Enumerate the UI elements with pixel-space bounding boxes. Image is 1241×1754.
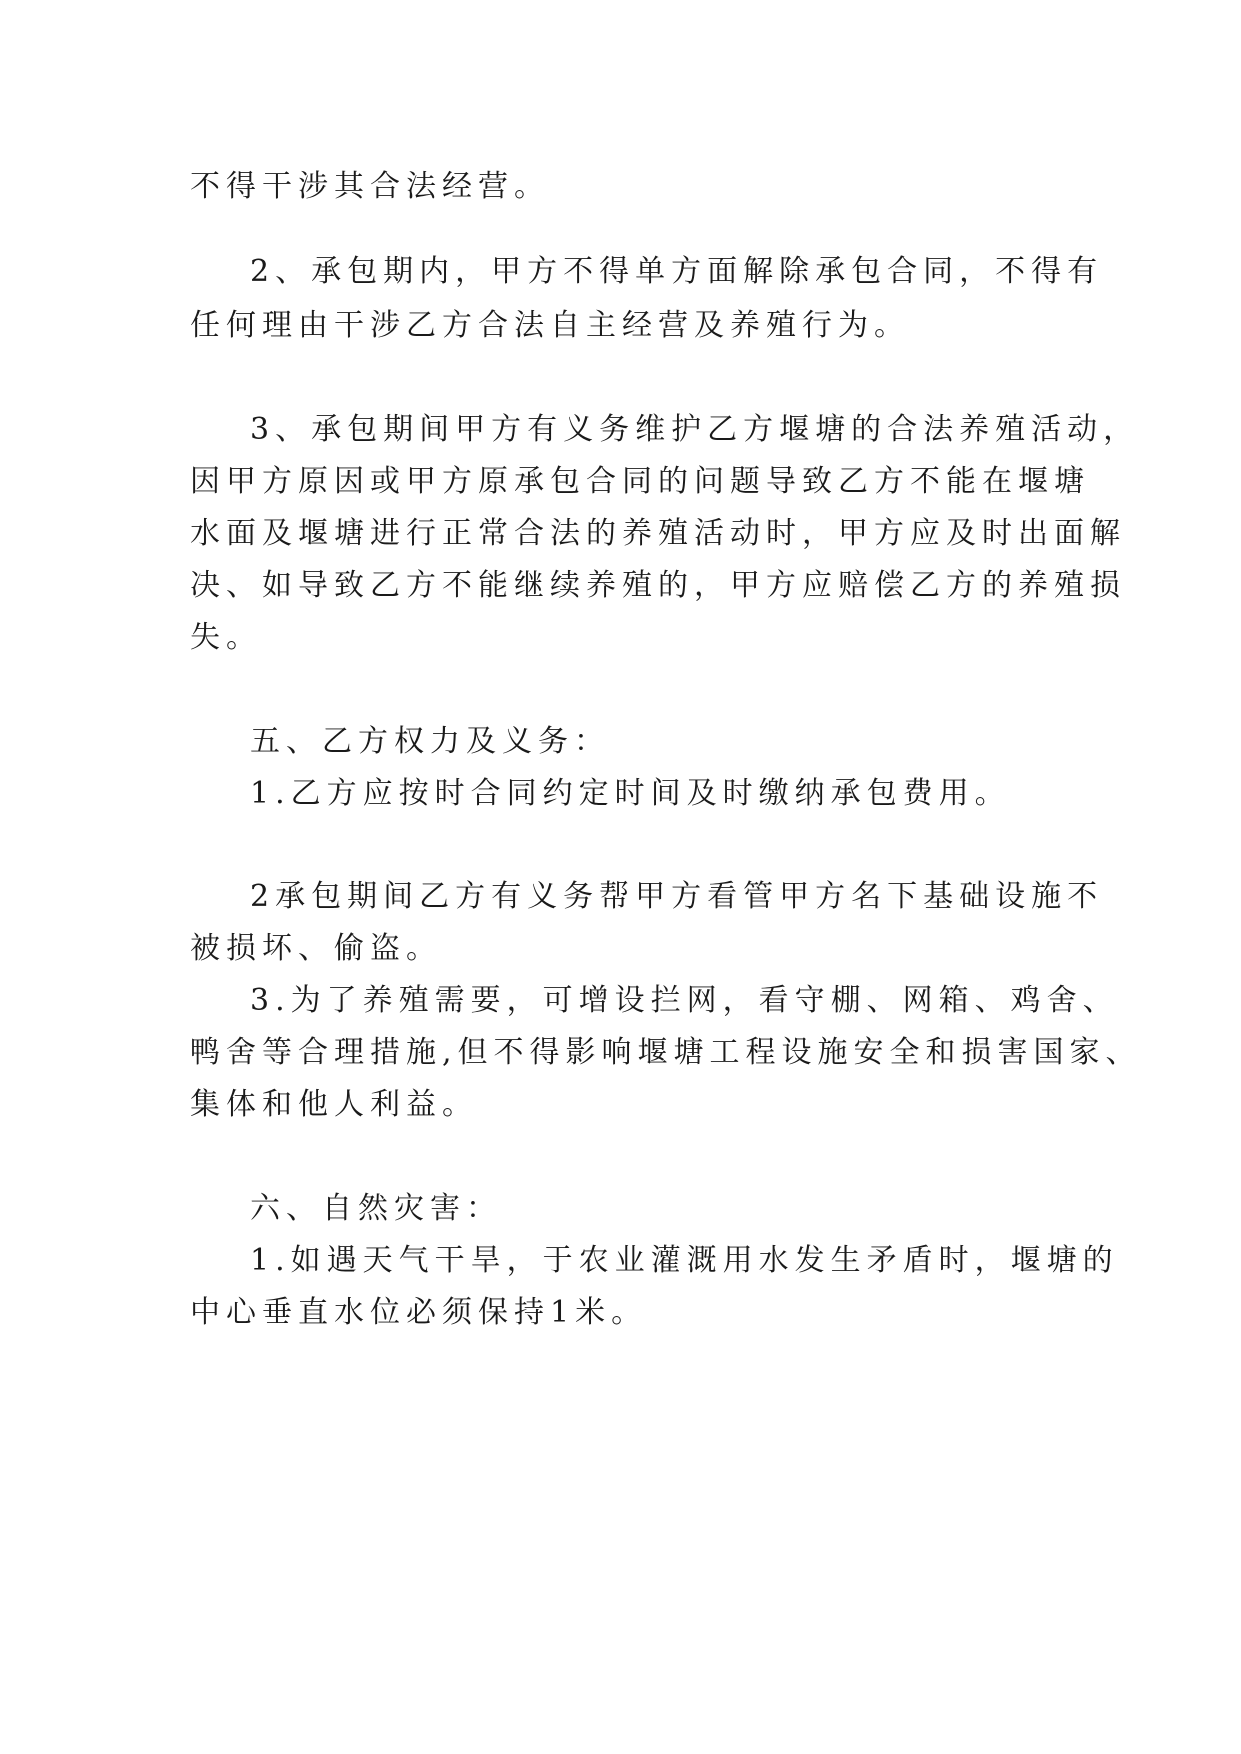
text-line: 中心垂直水位必须保持1米。 — [190, 1295, 648, 1330]
text-line: 3、承包期间甲方有义务维护乙方堰塘的合法养殖活动， — [250, 412, 1140, 447]
text-line: 2、承包期内，甲方不得单方面解除承包合同，不得有 — [250, 254, 1104, 289]
text-line: 因甲方原因或甲方原承包合同的问题导致乙方不能在堰塘 — [190, 464, 1090, 499]
text-line: 集体和他人利益。 — [190, 1087, 478, 1122]
text-line: 被损坏、偷盗。 — [190, 931, 442, 966]
text-line: 不得干涉其合法经营。 — [190, 169, 550, 204]
text-line: 失。 — [190, 620, 262, 655]
text-line: 任何理由干涉乙方合法自主经营及养殖行为。 — [190, 308, 910, 343]
text-line: 1.如遇天气干旱，于农业灌溉用水发生矛盾时，堰塘的 — [250, 1243, 1119, 1278]
text-line: 鸭舍等合理措施,但不得影响堰塘工程设施安全和损害国家、 — [190, 1035, 1142, 1070]
text-line: 3.为了养殖需要，可增设拦网，看守棚、网箱、鸡舍、 — [250, 983, 1119, 1018]
text-line: 1.乙方应按时合同约定时间及时缴纳承包费用。 — [250, 776, 1011, 811]
text-line: 水面及堰塘进行正常合法的养殖活动时，甲方应及时出面解 — [190, 516, 1126, 551]
text-line: 决、如导致乙方不能继续养殖的，甲方应赔偿乙方的养殖损 — [190, 568, 1126, 603]
section-heading: 六、自然灾害： — [250, 1191, 502, 1226]
text-line: 2承包期间乙方有义务帮甲方看管甲方名下基础设施不 — [250, 879, 1104, 914]
section-heading: 五、乙方权力及义务： — [250, 724, 610, 759]
